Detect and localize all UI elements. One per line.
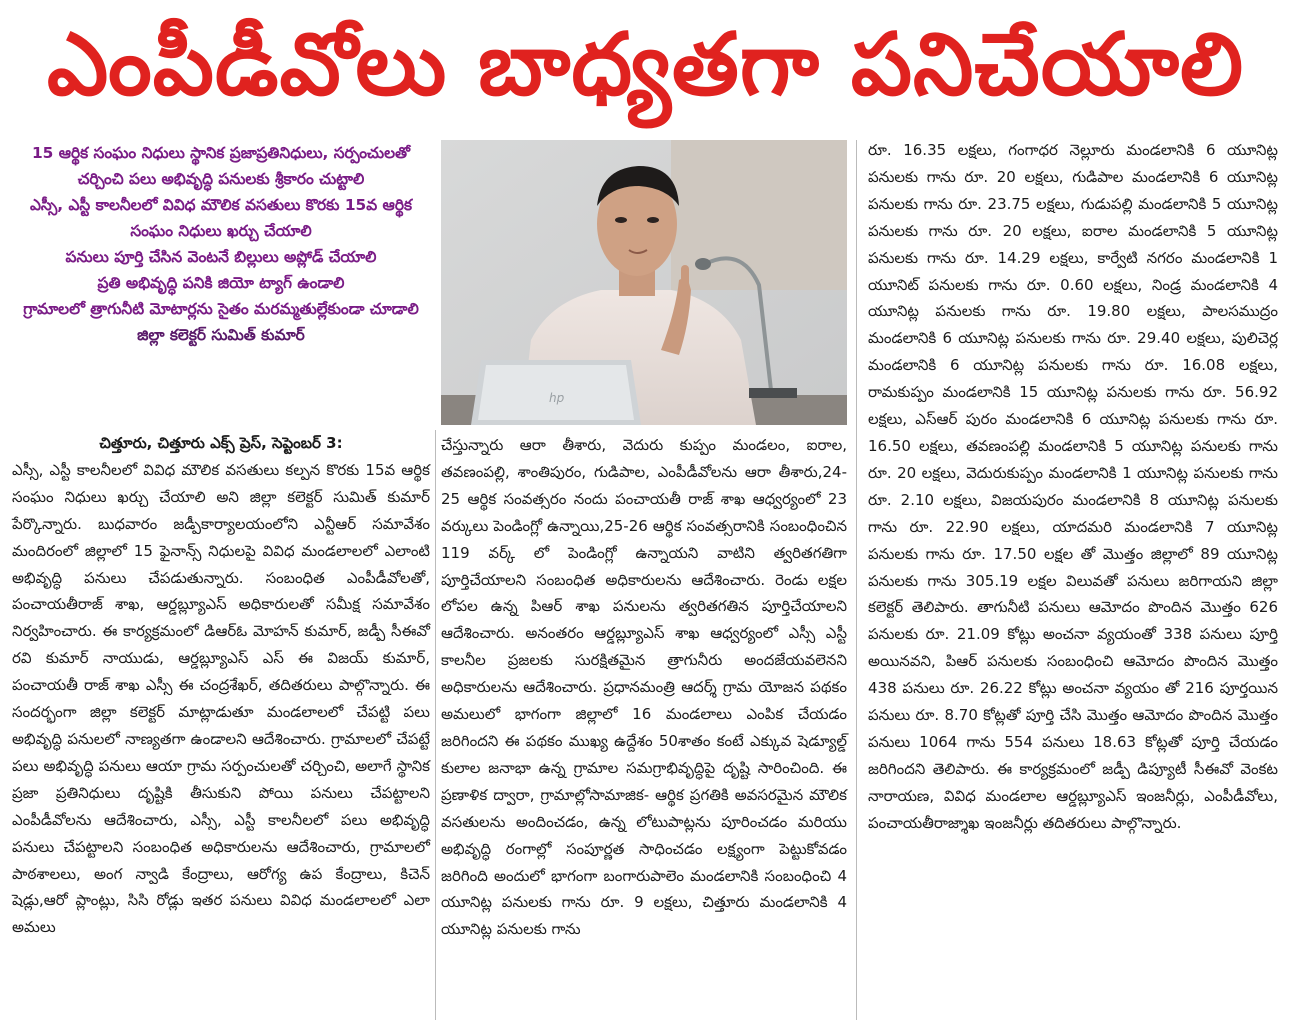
highlight-item: 15 ఆర్థిక సంఘం నిధులు స్థానిక ప్రజాప్రతినిధులు, సర్పంచులతో చర్చించి పలు అభివృద్ధి పనులకు శ్రీకారం చుట్టాలి [31,144,411,188]
article-text-col3: రూ. 16.35 లక్షలు, గంగాధర నెల్లూరు మండలానికి 6 యూనిట్ల పనులకు గాను రూ. 20 లక్షలు, గుడిపాల మండలానికి 6 యూనిట్ల పనులకు గాను రూ. 23.75 లక్షలు, గుడుపల్లి మండలానికి 5 యూనిట్ల పనులకు గాను రూ. 20 లక్షలు, ఐరాల మండలానికి 5 యూనిట్ల పనులకు గాను రూ. 14.29 లక్షలు, కార్వేటి నగరం మండలానికి 1 యూనిట్ పనులకు గాను రూ. 0.60 లక్షలు, నిండ్ర మండలానికి 4 యూనిట్ల పనులకు గాను రూ. 19.80 లక్షలు, పాలసముద్రం మండలానికి 6 యూనిట్ల పనులకు గాను రూ. 29.40 లక్షలు, పులిచెర్ల మండలానికి 6 యూనిట్ల పనులకు గాను రూ. 16.08 లక్షలు, రామకుప్పం మండలానికి 15 యూనిట్ల పనులకు గాను రూ. 56.92 లక్షలు, ఎస్ఆర్ పురం మండలానికి 6 యూనిట్ల పనులకు గాను రూ. 16.50 లక్షలు, తవణంపల్లి మండలానికి 5 యూనిట్ల పనులకు గాను రూ. 20 లక్షలు, వెదురుకుప్పం మండలానికి 1 యూనిట్ల పనులకు గాను రూ. 2.10 లక్షలు, విజయపురం మండలానికి 8 యూనిట్ల పనులకు గాను రూ. 22.90 లక్షలు, యాదమరి మండలానికి 7 యూనిట్ల పనులకు గాను రూ. 17.50 లక్షల తో మొత్తం జిల్లాలో 89 యూనిట్ల పనులకు గాను 305.19 లక్షల విలువతో పనులు జరిగాయని జిల్లా కలెక్టర్ తెలిపారు. తాగునీటి పనులు ఆమోదం పొందిన మొత్తం 626 పనులకు రూ. 21.09 కోట్లు అంచనా వ్యయంతో 338 పనులు పూర్తి అయినవని, పిఆర్ పనులకు సంబంధించి ఆమోదం పొందిన మొత్తం 438 పనులు రూ. 26.22 కోట్లు అంచనా వ్యయం తో 216 పూర్తయిన పనులు రూ. 8.70 కోట్లతో పూర్తి చేసి మొత్తం ఆమోదం పొందిన మొత్తం పనులు 1064 గాను 554 పనులు 18.63 కోట్లతో పూర్తి చేయడం జరిగిందని తెలిపారు. ఈ కార్యక్రమంలో జడ్పీ డిప్యూటీ సీఈవో వెంకట నారాయణ, వివిధ మండలాల ఆర్డబ్ల్యూఎస్ ఇంజనీర్లు, ఎంపీడీవోలు, పంచాయతీరాజ్శాఖ ఇంజనీర్లు తదితరులు పాల్గొన్నారు. [868,141,1278,832]
column-divider [435,430,436,1020]
highlight-item: పనులు పూర్తి చేసిన వెంటనే బిల్లులు అప్లోడ్ చేయాలి [65,248,377,266]
article-text-col1: ఎస్సీ, ఎస్టీ కాలనీలలో వివిధ మౌలిక వసతులు కల్పన కొరకు 15వ ఆర్థిక సంఘం నిధులు ఖర్చు చేయాలి అని జిల్లా కలెక్టర్ సుమిత్ కుమార్ పేర్కొన్నారు. బుధవారం జడ్పీకార్యాలయంలోని ఎన్టీఆర్ సమావేశం మందిరంలో జిల్లాలో 15 ఫైనాన్స్ నిధులపై వివిధ మండలాలలో ఎలాంటి అభివృద్ధి పనులు చేపడుతున్నారు. సంబంధిత ఎంపీడీవోలతో, పంచాయతీరాజ్ శాఖ, ఆర్డబ్ల్యూఎస్ అధికారులతో సమీక్ష సమావేశం నిర్వహించారు. ఈ కార్యక్రమంలో డిఆర్ఓ మోహన్ కుమార్, జడ్పీ సీఈవో రవి కుమార్ నాయుడు, ఆర్డబ్ల్యూఎస్ ఎస్ ఈ విజయ్ కుమార్, పంచాయతీ రాజ్ శాఖ ఎస్సీ ఈ చంద్రశేఖర్, తదితరులు పాల్గొన్నారు. ఈ సందర్భంగా జిల్లా కలెక్టర్ మాట్లాడుతూ మండలాలలో చేపట్టి పలు అభివృద్ధి పనులలో నాణ్యతగా ఉండాలని ఆదేశించారు. గ్రామాలలో చేపట్టే పలు అభివృద్ధి పనులు ఆయా గ్రామ సర్పంచులతో చర్చించి, అలాగే స్థానిక ప్రజా ప్రతినిధులు దృష్టికి తీసుకుని పోయి పనులు చేపట్టాలని ఎంపీడీవోలను ఆదేశించారు, ఎస్సీ, ఎస్టీ కాలనీలలో పలు అభివృద్ధి పనులు చేపట్టాలని సంబంధిత అధికారులను ఆదేశించారు, గ్రామాలలో పాఠశాలలు, అంగ న్వాడి కేంద్రాలు, ఆరోగ్య ఉప కేంద్రాలు, కిచెన్ షెడ్లు,ఆరో ప్లాంట్లు, సిసి రోడ్లు ఇతర పనులు వివిధ మండలాలలో ఎలా అమలు [12,460,430,937]
column-divider [856,140,857,1020]
dateline: చిత్తూరు, చిత్తూరు ఎక్స్ ప్రెస్, సెప్టెంబర్ 3: [99,434,343,452]
highlight-byline: జిల్లా కలెక్టర్ సుమిత్ కుమార్ [137,326,305,344]
article-column-2 [441,432,847,943]
highlight-item: ఎస్సీ, ఎస్టీ కాలనీలలో వివిధ మౌలిక వసతులు కొరకు 15వ ఆర్థిక సంఘం నిధులు ఖర్చు చేయాలి [29,196,413,240]
highlight-item: గ్రామాలలో త్రాగునీటి మోటార్లను సైతం మరమ్మతుల్లేకుండా చూడాలి [23,300,419,318]
svg-text:hp: hp [549,391,565,405]
highlights-box [12,140,430,428]
article-text-col2: చేస్తున్నారు ఆరా తీశారు, వెదురు కుప్పం మండలం, ఐరాల, తవణంపల్లి, శాంతిపురం, గుడిపాల, ఎంపీడీవోలను ఆరా తీశారు,24-25 ఆర్థిక సంవత్సరం నందు పంచాయతీ రాజ్ శాఖ ఆధ్వర్యంలో 23 వర్కులు పెండింగ్లో ఉన్నాయి,25-26 ఆర్థిక సంవత్సరానికి సంబంధించిన 119 వర్క్ లో పెండింగ్లో ఉన్నాయని వాటిని త్వరితగతిగా పూర్తిచేయాలని సంబంధిత అధికారులను ఆదేశించారు. రెండు లక్షల లోపల ఉన్న పిఆర్ శాఖ పనులను త్వరితగతిన పూర్తిచేయాలని ఆదేశించారు. అనంతరం ఆర్డబ్ల్యూఎస్ శాఖ ఆధ్వర్యంలో ఎస్సీ ఎస్టీ కాలనీల ప్రజలకు సురక్షితమైన త్రాగునీరు అందజేయవలెనని అధికారులను ఆదేశించారు. ప్రధానమంత్రి ఆదర్శ్ గ్రామ యోజన పథకం అమలులో భాగంగా జిల్లాలో 16 మండలాలు ఎంపిక చేయడం జరిగిందని ఈ పథకం ముఖ్య ఉద్దేశం 50శాతం కంటే ఎక్కువ షెడ్యూల్డ్ కులాల జనాభా ఉన్న గ్రామాల సమగ్రాభివృద్ధిపై దృష్టి సారించింది. ఈ ప్రణాళిక ద్వారా, గ్రామాల్లోసామాజిక- ఆర్థిక ప్రగతికి అవసరమైన మౌలిక వసతులను అందించడం, ఉన్న లోటుపాట్లను పూరించడం మరియు అభివృద్ధి రంగాల్లో సంపూర్ణత సాధించడం లక్ష్యంగా పెట్టుకోవడం జరిగింది అందులో భాగంగా బంగారుపాలెం మండలానికి సంబంధించి 4 యూనిట్ల పనులకు గాను రూ. 9 లక్షలు, చిత్తూరు మండలానికి 4 యూనిట్ల పనులకు గాను [441,436,847,939]
collector-photo [441,140,847,425]
article-column-3 [868,137,1278,837]
headline-banner [0,0,1291,130]
news-photo [441,140,847,425]
headline: ఎంపీడీవోలు బాధ్యతగా పనిచేయాలి [46,15,1245,115]
article-column-1 [12,430,430,941]
highlight-item: ప్రతి అభివృద్ధి పనికి జియో ట్యాగ్ ఉండాలి [97,274,345,292]
